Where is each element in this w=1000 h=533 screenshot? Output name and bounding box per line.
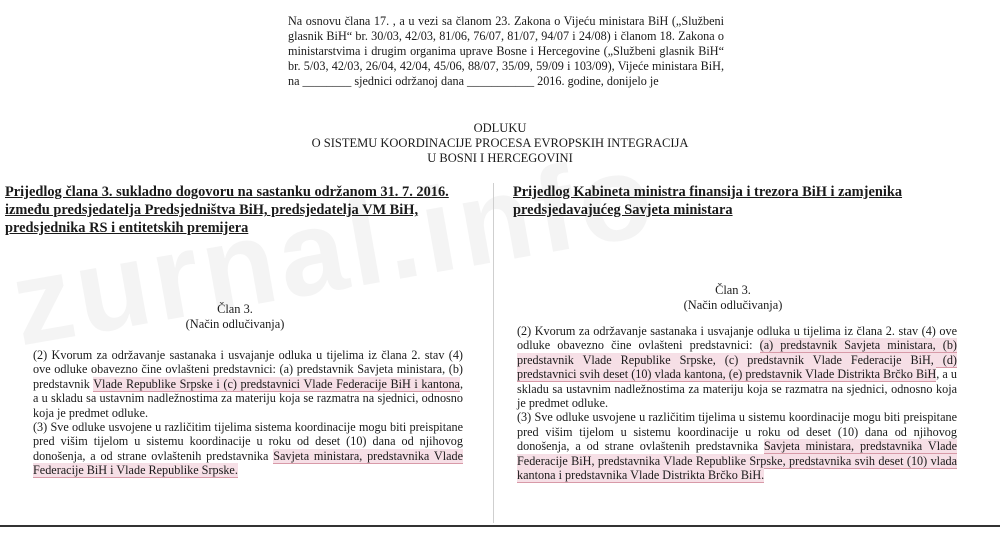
intro-text: Na osnovu člana 17. , a u vezi sa članom 23. Zakona o Vijeću ministara BiH („Službeni glasnik BiH“ br. 30/03, 42/03, 81/06, 76/07, 81/07, 94/07 i 24/08) i članom 18. Zakona o ministarstvima i drugim organima uprave Bosne i Hercegovine („Službeni glasnik BiH“ br. 5/03, 42/03, 26/04, 42/04, 45/06, 88/07, 35/09, 59/09 i 103/09), Vijeće ministara BiH, na ________ sjednici održanoj dana ___________ 2016. godine, donijelo je [288,14,724,89]
document-title [300,121,700,166]
left-p1-end: , a u skladu sa ustavnim nadležnostima za materiju koja se razmatra na sjednici, odnosno koja je predmet odluke. [33,376,463,420]
right-p2-highlight: Savjeta ministara, predstavnika Vlade Federacije BiH, predstavnika Vlade Republike Srpske, predstavnika svih deset (10) vlada kantona i predstavnika Vlade Distrikta Brčko BiH. [517,439,957,483]
left-article-heading [5,302,465,332]
right-article-heading [513,283,953,313]
bottom-rule [0,525,1000,527]
right-article-body [517,324,957,482]
left-article-body [33,348,463,478]
title-line-3: U BOSNI I HERCEGOVINI [427,151,573,165]
column-divider [493,183,494,523]
intro-paragraph [288,14,724,89]
left-paragraph-3 [33,420,463,478]
left-article-subtitle: (Način odlučivanja) [185,317,285,331]
left-column-heading: Prijedlog člana 3. sukladno dogovoru na sastanku održanom 31. 7. 2016. između predsjedatelja Predsjedništva BiH, predsjedatelja VM BiH, predsjednika RS i entitetskih premijera [5,184,449,236]
title-line-2: O SISTEMU KOORDINACIJE PROCESA EVROPSKIH INTEGRACIJA [311,136,689,150]
left-p2-highlight: Savjeta ministara, predstavnika Vlade Federacije BiH i Vlade Republike Srpske. [33,448,464,478]
right-article-title: Član 3. [715,283,751,297]
title-line-1: ODLUKU [473,121,527,135]
right-paragraph-3 [517,410,957,482]
left-p1-text: (2) Kvorum za održavanje sastanaka i usvajanje odluka u tijelima iz člana 2. stav (4) ove odluke obavezno čine ovlašteni predstavnici: (a) predstavnik Savjeta ministara, (b) predstavnik [33,348,463,391]
right-p1-highlight: (a) predstavnik Savjeta ministara, (b) predstavnik Vlade Republike Srpske, (c) predstavnik Vlade Federacije BiH, (d) predstavnici svih deset (10) vlada kantona, (e) predstavnik Vlade Distrikta Brčko BiH [517,338,957,382]
left-p2-text: (3) Sve odluke usvojene u različitim tijelima sistema koordinacije mogu biti preispitane pred višim tijelom u sistemu koordinacije u roku od deset (10) dana od njihovog donošenja, a od strane ovlaštenih predstavnika [33,420,463,463]
right-p1-end: , a u skladu sa ustavnim nadležnostima za materiju koja se razmatra na sjednici, odnosno koja je predmet odluke. [517,367,957,411]
right-paragraph-2 [517,324,957,410]
right-p1-text: (2) Kvorum za održavanje sastanaka i usvajanje odluka u tijelima iz člana 2. stav (4) ove odluke obavezno čine ovlašteni predstavnici: [517,324,957,353]
right-article-subtitle: (Način odlučivanja) [683,298,783,312]
left-paragraph-2 [33,348,463,420]
right-column-heading: Prijedlog Kabineta ministra finansija i trezora BiH i zamjenika predsjedavajućeg Savjeta ministara [513,184,903,218]
left-article-title: Član 3. [217,302,253,316]
left-p1-highlight: Vlade Republike Srpske i (c) predstavnici Vlade Federacije BiH i kantona [93,376,460,391]
right-p2-text: (3) Sve odluke usvojene u različitim tijelima u sistemu koordinacije mogu biti preispitane pred višim tijelom u sistemu koordinacije u roku od deset (10) dana od njihovog donošenja, a od strane ovlaštenih predstavnika [517,410,957,454]
